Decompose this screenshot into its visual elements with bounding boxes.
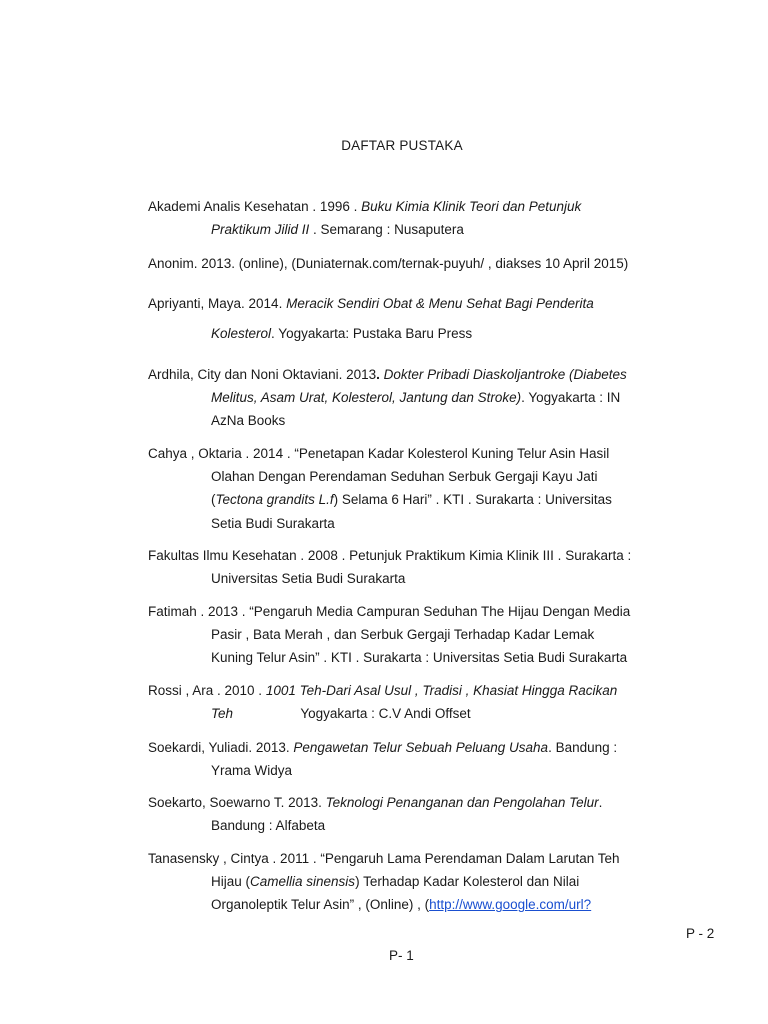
reference-text: . xyxy=(598,795,603,810)
reference-text: Yogyakarta : C.V Andi Offset xyxy=(300,706,471,722)
reference-entry xyxy=(148,847,668,917)
page-number-bottom: P- 1 xyxy=(389,948,414,963)
reference-line xyxy=(148,322,668,345)
reference-line xyxy=(148,893,668,916)
reference-line xyxy=(148,218,668,241)
reference-line xyxy=(148,679,668,702)
reference-title-italic: Teknologi Penanganan dan Pengolahan Telur xyxy=(325,795,599,810)
reference-line xyxy=(148,442,668,465)
reference-link[interactable]: http://www.google.com/url? xyxy=(429,897,592,913)
reference-title-italic: Melitus, Asam Urat, Kolesterol, Jantung dan Stroke) xyxy=(211,390,522,406)
reference-title-italic: 1001 Teh-Dari Asal Usul , Tradisi , Khasiat Hingga Racikan xyxy=(265,683,618,698)
reference-line xyxy=(148,465,668,488)
reference-title-italic: Praktikum Jilid II xyxy=(211,222,310,238)
reference-line xyxy=(148,623,668,646)
reference-text: Soekardi, Yuliadi. 2013. xyxy=(148,740,294,755)
reference-text-bold: . xyxy=(376,367,380,382)
page-title: DAFTAR PUSTAKA xyxy=(341,138,463,153)
reference-line xyxy=(148,702,668,725)
reference-text: Soekarto, Soewarno T. 2013. xyxy=(148,795,326,810)
reference-line xyxy=(148,646,668,669)
reference-line xyxy=(148,567,668,590)
reference-entry xyxy=(148,195,668,241)
reference-entry xyxy=(148,679,668,725)
reference-text: Anonim. 2013. (online), (Duniaternak.com/ternak-puyuh/ , diakses 10 April 2015) xyxy=(148,256,629,271)
reference-line xyxy=(148,409,668,432)
reference-line xyxy=(148,195,668,218)
reference-text: Cahya , Oktaria . 2014 . “Penetapan Kadar Kolesterol Kuning Telur Asin Hasil xyxy=(148,446,610,461)
reference-text: . Semarang : Nusaputera xyxy=(309,222,464,238)
reference-text: Pasir , Bata Merah , dan Serbuk Gergaji Terhadap Kadar Lemak xyxy=(211,627,595,643)
reference-title-italic: Tectona grandits L.f xyxy=(215,492,334,508)
reference-line xyxy=(148,544,668,567)
reference-line xyxy=(148,870,668,893)
page-number-right: P - 2 xyxy=(686,926,715,941)
reference-text: ( xyxy=(211,492,216,508)
reference-title-italic: Pengawetan Telur Sebuah Peluang Usaha xyxy=(293,740,549,755)
reference-text: AzNa Books xyxy=(211,413,286,429)
reference-line xyxy=(148,512,668,535)
reference-line xyxy=(148,292,668,315)
reference-text: Bandung : Alfabeta xyxy=(211,818,326,834)
reference-text: Kuning Telur Asin” . KTI . Surakarta : Universitas Setia Budi Surakarta xyxy=(211,650,628,666)
reference-text: . Yogyakarta: Pustaka Baru Press xyxy=(271,326,473,341)
reference-entry xyxy=(148,600,668,670)
reference-text: Hijau ( xyxy=(211,874,251,890)
reference-title-italic: Meracik Sendiri Obat & Menu Sehat Bagi Penderita xyxy=(286,296,594,311)
reference-text: Fakultas Ilmu Kesehatan . 2008 . Petunjuk Praktikum Kimia Klinik III . Surakarta : xyxy=(148,548,632,563)
reference-line xyxy=(148,488,668,511)
reference-text: Setia Budi Surakarta xyxy=(211,515,335,531)
reference-text: Akademi Analis Kesehatan . 1996 . xyxy=(148,199,362,214)
reference-entry xyxy=(148,292,668,315)
reference-entry xyxy=(148,322,668,345)
reference-line xyxy=(148,847,668,870)
reference-line xyxy=(148,386,668,409)
reference-text: Ardhila, City dan Noni Oktaviani. 2013 xyxy=(148,367,377,382)
reference-entry xyxy=(148,252,668,275)
reference-text: . Yogyakarta : IN xyxy=(521,390,621,406)
spacer xyxy=(233,706,300,721)
reference-line xyxy=(148,252,668,275)
reference-text: ) Selama 6 Hari” . KTI . Surakarta : Universitas xyxy=(333,492,612,508)
reference-entry xyxy=(148,791,668,837)
reference-text: Yrama Widya xyxy=(211,763,293,779)
reference-line xyxy=(148,759,668,782)
reference-text: Fatimah . 2013 . “Pengaruh Media Campuran Seduhan The Hijau Dengan Media xyxy=(148,604,631,619)
reference-title-italic: Kolesterol xyxy=(211,326,272,341)
reference-text: Tanasensky , Cintya . 2011 . “Pengaruh Lama Perendaman Dalam Larutan Teh xyxy=(148,851,620,866)
reference-title-italic: Dokter Pribadi Diaskoljantroke (Diabetes xyxy=(383,367,627,382)
reference-title-italic: Teh xyxy=(211,706,234,722)
reference-text: Rossi , Ara . 2010 . xyxy=(148,683,266,698)
reference-entry xyxy=(148,442,668,535)
reference-entry xyxy=(148,544,668,590)
reference-entry xyxy=(148,363,668,433)
reference-title-italic: Buku Kimia Klinik Teori dan Petunjuk xyxy=(361,199,582,214)
reference-line xyxy=(148,814,668,837)
reference-text: . Bandung : xyxy=(548,740,618,755)
reference-text: Apriyanti, Maya. 2014. xyxy=(148,296,287,311)
reference-title-italic: Camellia sinensis xyxy=(250,874,356,890)
reference-entry xyxy=(148,736,668,782)
reference-text: Organoleptik Telur Asin” , (Online) , ( xyxy=(211,897,430,913)
reference-text: Olahan Dengan Perendaman Seduhan Serbuk Gergaji Kayu Jati xyxy=(211,469,598,485)
reference-line xyxy=(148,600,668,623)
reference-text: Universitas Setia Budi Surakarta xyxy=(211,571,406,587)
reference-line xyxy=(148,363,668,386)
reference-line xyxy=(148,791,668,814)
reference-line xyxy=(148,736,668,759)
reference-text: ) Terhadap Kadar Kolesterol dan Nilai xyxy=(355,874,580,890)
